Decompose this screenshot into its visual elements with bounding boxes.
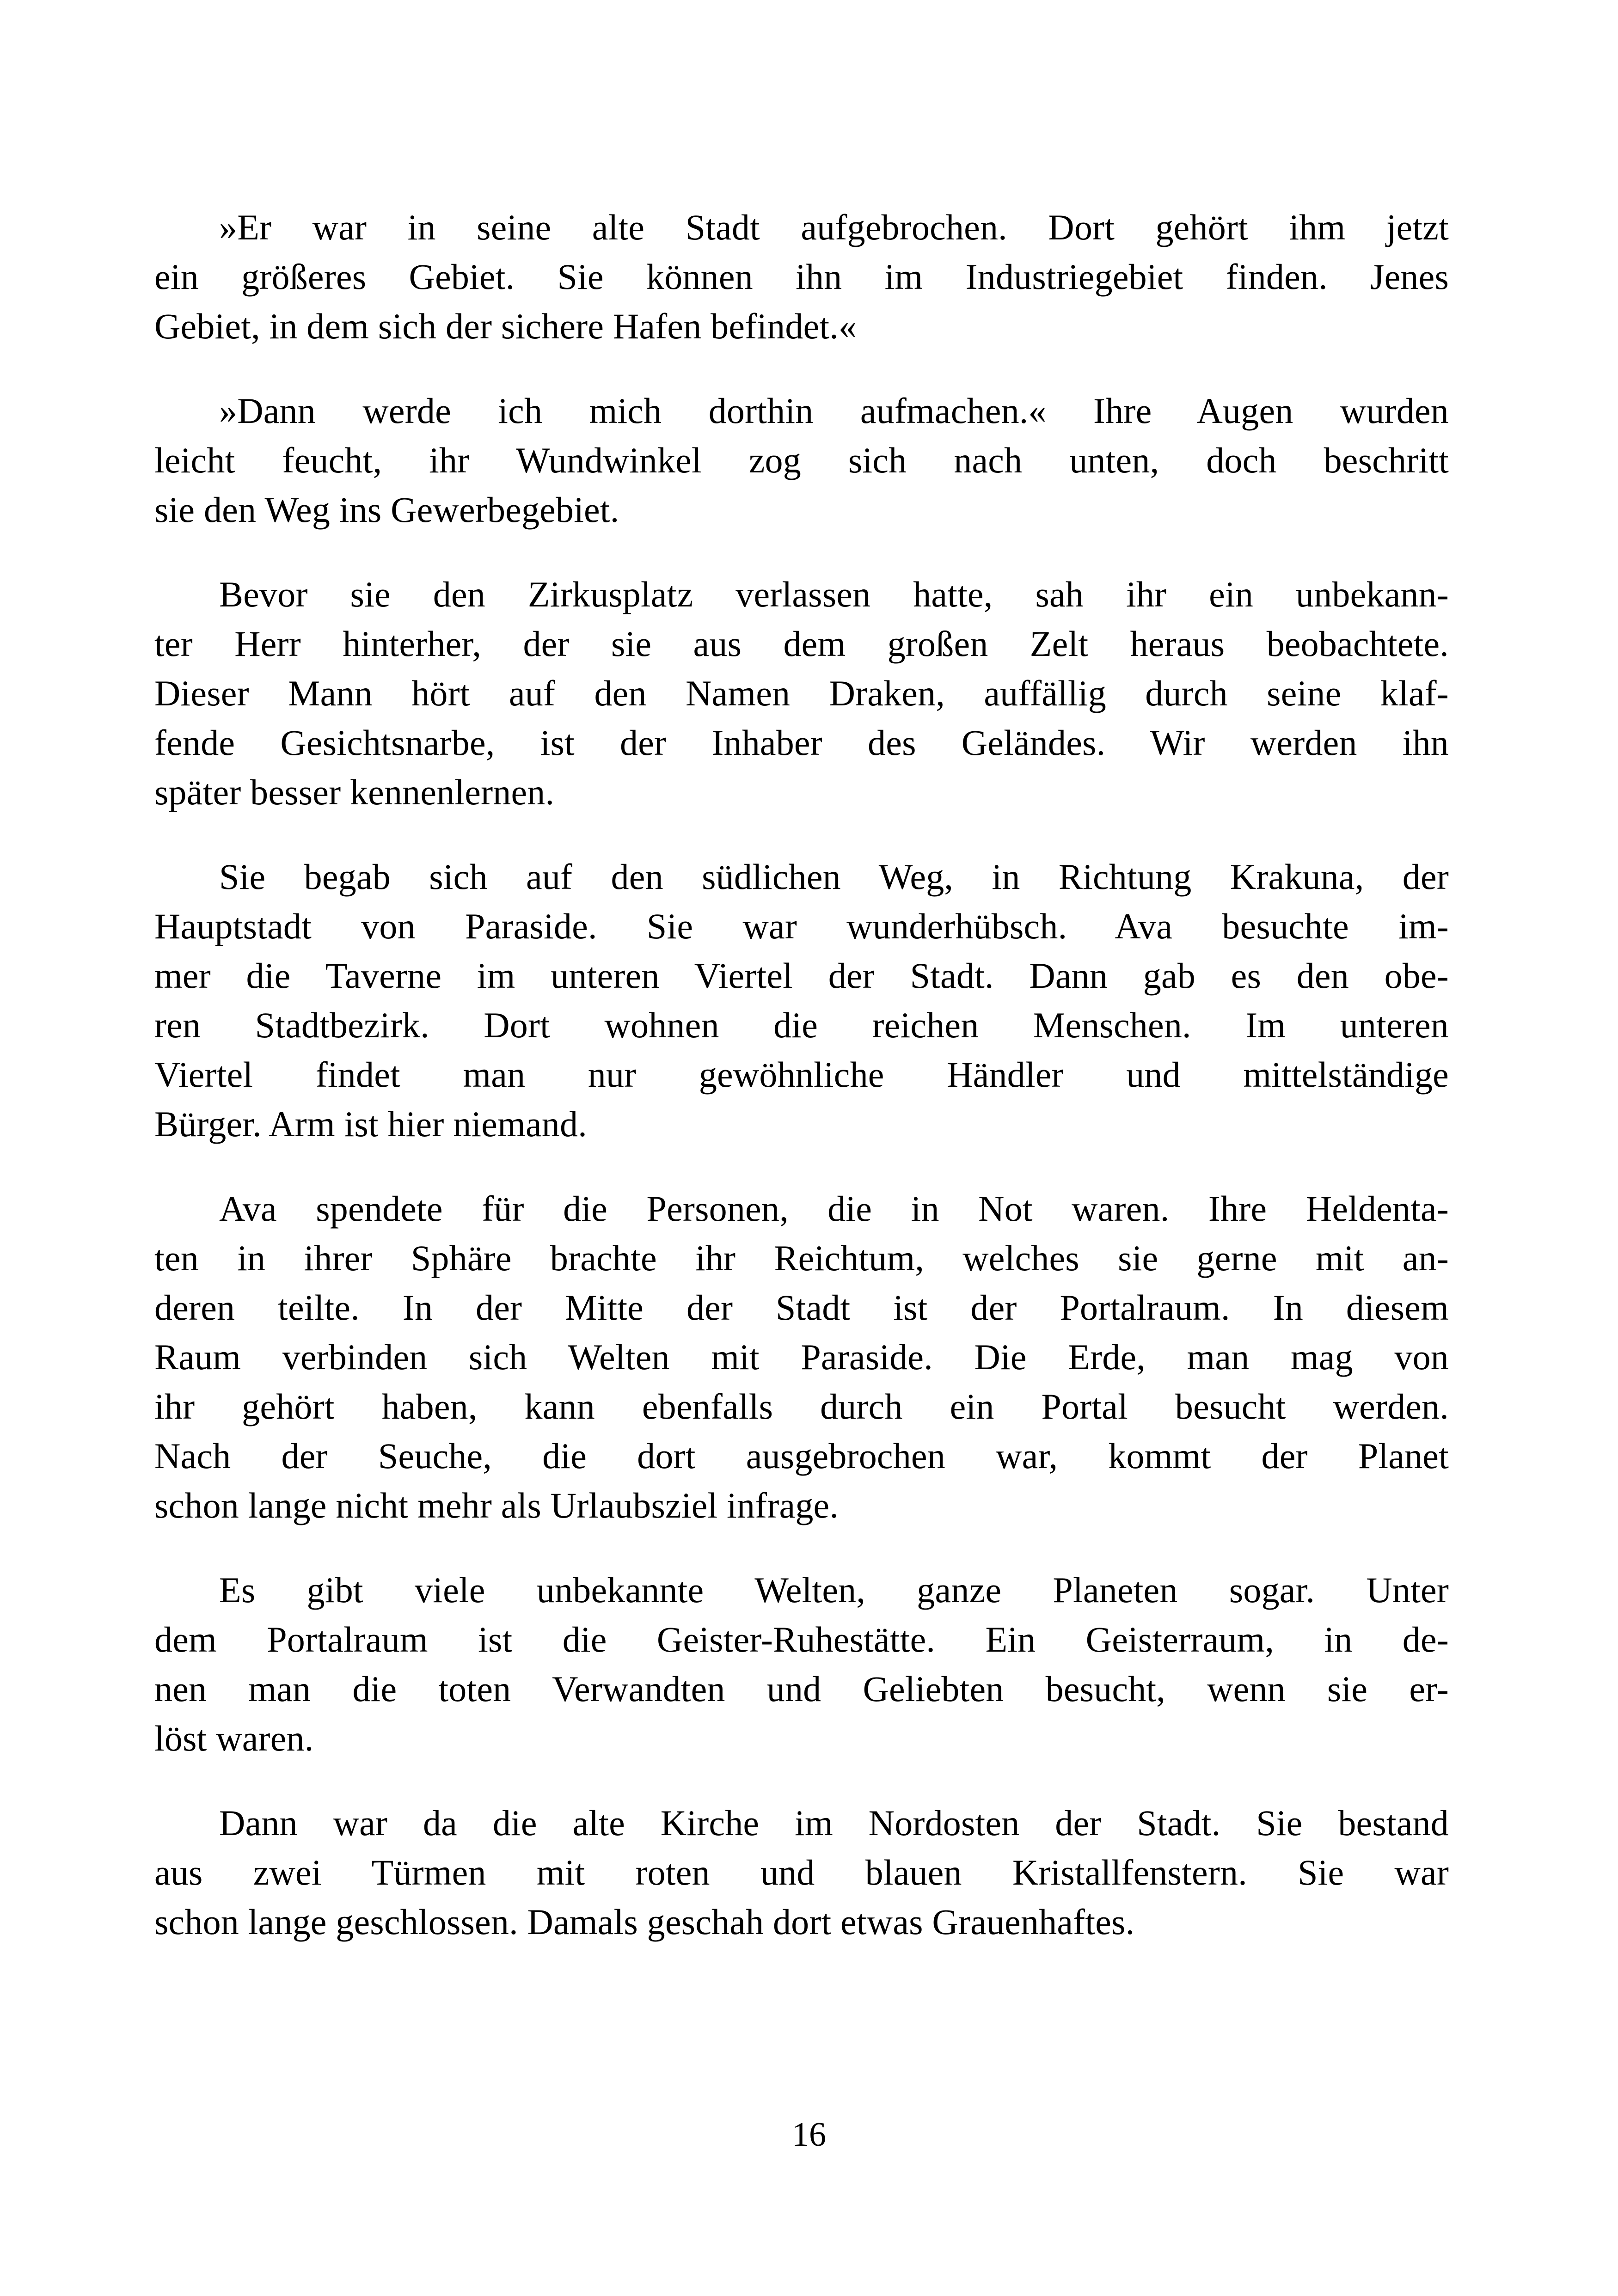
text-line: ihr gehört haben, kann ebenfalls durch ein Portal besucht werden. [154,1386,1449,1427]
text-line: mer die Taverne im unteren Viertel der Stadt. Dann gab es den obe- [154,955,1449,996]
text-line: deren teilte. In der Mitte der Stadt ist der Portalraum. In diesem [154,1287,1449,1328]
text-line: ren Stadtbezirk. Dort wohnen die reichen Menschen. Im unteren [154,1005,1449,1045]
text-line: löst waren. [154,1718,314,1758]
text-line: Bevor sie den Zirkusplatz verlassen hatte, sah ihr ein unbekann- [219,574,1449,614]
paragraph [154,569,1449,817]
text-line: Ava spendete für die Personen, die in Not waren. Ihre Heldenta- [219,1188,1449,1229]
text-line: »Dann werde ich mich dorthin aufmachen.« Ihre Augen wurden [219,391,1449,431]
text-line: Raum verbinden sich Welten mit Paraside. Die Erde, man mag von [154,1337,1449,1377]
text-line: »Er war in seine alte Stadt aufgebrochen. Dort gehört ihm jetzt [219,207,1449,247]
text-line: Dann war da die alte Kirche im Nordosten der Stadt. Sie bestand [219,1803,1449,1843]
text-line: ten in ihrer Sphäre brachte ihr Reichtum, welches sie gerne mit an- [154,1238,1449,1278]
text-line: aus zwei Türmen mit roten und blauen Kristallfenstern. Sie war [154,1852,1449,1892]
text-line: Dieser Mann hört auf den Namen Draken, auffällig durch seine klaf- [154,673,1449,713]
paragraph [154,1565,1449,1763]
text-block [154,202,1449,1947]
text-line: Nach der Seuche, die dort ausgebrochen war, kommt der Planet [154,1436,1449,1476]
text-line: schon lange geschlossen. Damals geschah dort etwas Grauenhaftes. [154,1902,1135,1942]
text-line: Viertel findet man nur gewöhnliche Händler und mittelständige [154,1054,1449,1095]
text-line: später besser kennenlernen. [154,772,555,812]
text-line: sie den Weg ins Gewerbegebiet. [154,490,619,530]
text-line: ein größeres Gebiet. Sie können ihn im Industriegebiet finden. Jenes [154,257,1449,297]
text-line: ter Herr hinterher, der sie aus dem großen Zelt heraus beobachtete. [154,624,1449,664]
paragraph [154,1184,1449,1530]
text-line: schon lange nicht mehr als Urlaubsziel infrage. [154,1485,839,1525]
paragraph [154,202,1449,351]
text-line: Hauptstadt von Paraside. Sie war wunderhübsch. Ava besuchte im- [154,906,1449,946]
page-number: 16 [792,2116,826,2154]
text-line: Bürger. Arm ist hier niemand. [154,1104,587,1144]
text-line: dem Portalraum ist die Geister-Ruhestätte. Ein Geisterraum, in de- [154,1619,1449,1659]
text-line: leicht feucht, ihr Wundwinkel zog sich nach unten, doch beschritt [154,440,1449,480]
paragraph [154,1798,1449,1947]
paragraph [154,386,1449,534]
paragraph [154,852,1449,1149]
text-line: Es gibt viele unbekannte Welten, ganze Planeten sogar. Unter [219,1570,1449,1610]
text-line: Sie begab sich auf den südlichen Weg, in Richtung Krakuna, der [219,857,1449,897]
text-line: fende Gesichtsnarbe, ist der Inhaber des Geländes. Wir werden ihn [154,722,1449,763]
text-line: Gebiet, in dem sich der sichere Hafen befindet.« [154,306,857,346]
text-line: nen man die toten Verwandten und Geliebten besucht, wenn sie er- [154,1669,1449,1709]
